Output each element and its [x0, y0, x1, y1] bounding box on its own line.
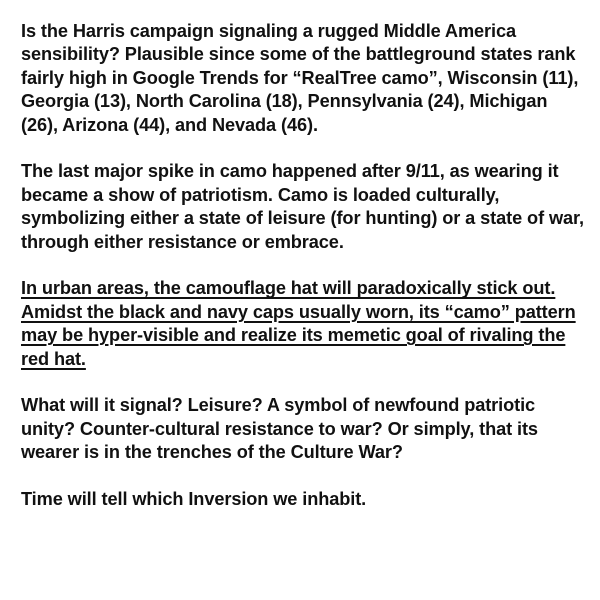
paragraph-camo-history: The last major spike in camo happened after 9/11, as wearing it became a show of patriotism. Camo is loaded culturally, symbolizing either a state of leisure (for hunting) or a state of war, through either resistance or embrace.: [21, 161, 584, 252]
paragraph-closing: Time will tell which Inversion we inhabit.: [21, 489, 367, 510]
paragraph-harris-camo-trends: Is the Harris campaign signaling a rugged Middle America sensibility? Plausible since some of the battleground states rank fairly high in Google Trends for “RealTree camo”, Wisconsin (11), Georgia (13), North Carolina (18), Pennsylvania (24), Michigan (26), Arizona (44), and Nevada (46).: [21, 21, 579, 135]
paragraph-urban-camo-hat: In urban areas, the camouflage hat will paradoxically stick out. Amidst the black and navy caps usually worn, its “camo” pattern may be hyper-visible and realize its memetic goal of rivaling the red hat.: [21, 278, 576, 369]
paragraph-signal-questions: What will it signal? Leisure? A symbol of newfound patriotic unity? Counter-cultural resistance to war? Or simply, that its wearer is in the trenches of the Culture War?: [21, 395, 538, 463]
essay-text: [21, 20, 586, 511]
